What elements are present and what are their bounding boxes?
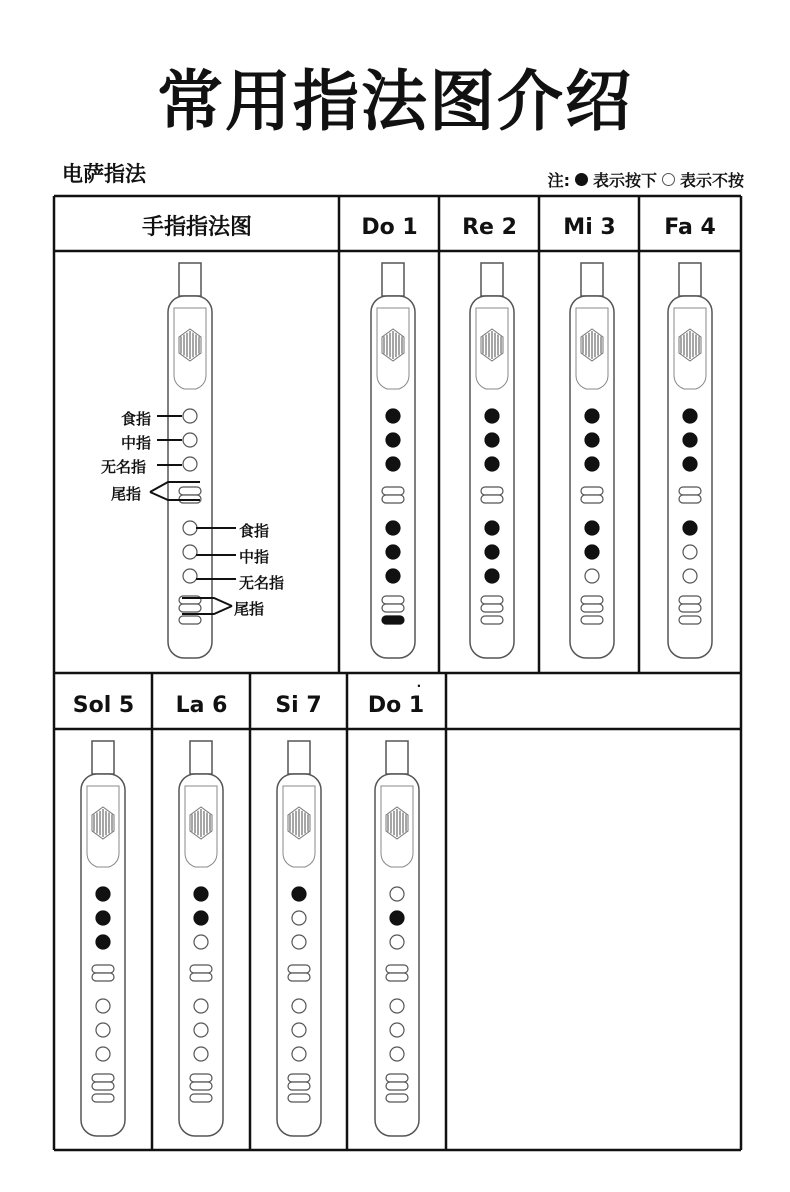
hole-open: [194, 999, 208, 1013]
pinky-key: [382, 487, 404, 495]
hole-closed: [96, 911, 110, 925]
legend-open-text: 表示不按: [679, 171, 744, 190]
mouthpiece: [92, 741, 114, 774]
pinky-key: [179, 487, 201, 495]
hole-open: [96, 1047, 110, 1061]
pinky-key: [581, 487, 603, 495]
hole-closed: [485, 409, 499, 423]
pinky-key-lower: [288, 1082, 310, 1090]
bottom-key: [288, 1094, 310, 1102]
pinky-key-lower: [386, 973, 408, 981]
hole-open: [183, 521, 197, 535]
instrument-3: [570, 263, 614, 658]
anno-lower-pinky: 尾指: [234, 600, 265, 618]
hole-closed: [485, 433, 499, 447]
pinky-key: [190, 965, 212, 973]
pinky-key-lower: [190, 973, 212, 981]
note-label-si: Si 7: [275, 693, 322, 718]
hole-open: [96, 999, 110, 1013]
guide-header: 手指指法图: [141, 215, 252, 240]
hole-closed: [585, 521, 599, 535]
pinky-key: [679, 487, 701, 495]
hole-open: [194, 935, 208, 949]
pinky-key: [679, 596, 701, 604]
pinky-key: [581, 596, 603, 604]
instrument-1: [371, 263, 415, 658]
hole-closed: [585, 545, 599, 559]
page-title: 常用指法图介绍: [157, 63, 633, 140]
note-label-re: Re 2: [462, 215, 517, 240]
instrument-8: [375, 741, 419, 1136]
section-subtitle: 电萨指法: [62, 162, 146, 186]
pinky-key-lower: [679, 604, 701, 612]
hole-closed: [585, 433, 599, 447]
hole-closed: [485, 521, 499, 535]
hole-closed: [683, 521, 697, 535]
pinky-key-lower: [679, 495, 701, 503]
hole-closed: [292, 887, 306, 901]
hole-closed: [194, 887, 208, 901]
hole-closed: [485, 457, 499, 471]
pinky-key-lower: [386, 1082, 408, 1090]
hole-open: [96, 1023, 110, 1037]
hole-closed: [683, 409, 697, 423]
hole-closed: [96, 935, 110, 949]
instrument-7: [277, 741, 321, 1136]
hole-open: [292, 911, 306, 925]
hole-closed: [585, 457, 599, 471]
hole-open: [194, 1047, 208, 1061]
hole-closed: [485, 545, 499, 559]
bottom-key: [92, 1094, 114, 1102]
note-label-fa: Fa 4: [664, 215, 716, 240]
hole-open: [683, 569, 697, 583]
legend-prefix: 注:: [547, 171, 570, 190]
hole-open: [183, 569, 197, 583]
hole-closed: [683, 433, 697, 447]
hole-closed: [386, 409, 400, 423]
note-label-sol: Sol 5: [72, 693, 135, 718]
note-label-mi: Mi 3: [563, 215, 616, 240]
pinky-key-lower: [581, 495, 603, 503]
pinky-key: [92, 965, 114, 973]
hole-closed: [585, 409, 599, 423]
pinky-key: [92, 1074, 114, 1082]
pinky-key-lower: [288, 973, 310, 981]
hole-open: [183, 545, 197, 559]
instrument-5: [81, 741, 125, 1136]
hole-closed: [386, 457, 400, 471]
hole-open: [292, 1023, 306, 1037]
anno-upper-pinky: 尾指: [111, 485, 142, 503]
pinky-key-lower: [481, 495, 503, 503]
pinky-key-lower: [382, 604, 404, 612]
mouthpiece: [288, 741, 310, 774]
hole-closed: [485, 569, 499, 583]
note-label-high-do: [347, 678, 445, 733]
bottom-key: [190, 1094, 212, 1102]
hole-open: [183, 457, 197, 471]
hole-open: [292, 999, 306, 1013]
hole-open: [390, 935, 404, 949]
pinky-key: [190, 1074, 212, 1082]
pinky-key-lower: [179, 604, 201, 612]
hole-closed: [386, 521, 400, 535]
hole-open: [390, 887, 404, 901]
mouthpiece: [190, 741, 212, 774]
high-do-label: Do 1 ·: [367, 679, 425, 718]
pinky-key-lower: [92, 1082, 114, 1090]
bottom-key-pressed: [382, 616, 404, 624]
instrument-2: [470, 263, 514, 658]
anno-upper-middle: 中指: [121, 434, 152, 452]
hole-open: [183, 409, 197, 423]
mouthpiece: [179, 263, 201, 296]
instrument-4: [668, 263, 712, 658]
anno-lower-middle: 中指: [239, 548, 270, 566]
mouthpiece: [679, 263, 701, 296]
pinky-key-lower: [382, 495, 404, 503]
hole-closed: [96, 887, 110, 901]
bottom-key: [581, 616, 603, 624]
pinky-key: [288, 1074, 310, 1082]
hole-open: [390, 1047, 404, 1061]
pinky-key: [288, 965, 310, 973]
hole-open: [390, 1023, 404, 1037]
hole-open: [194, 1023, 208, 1037]
bottom-key: [679, 616, 701, 624]
high-octave-dot: ·: [416, 679, 422, 693]
instrument-6: [179, 741, 223, 1136]
pinky-key: [481, 487, 503, 495]
pinky-key-lower: [190, 1082, 212, 1090]
mouthpiece: [481, 263, 503, 296]
hole-open: [585, 569, 599, 583]
mouthpiece: [382, 263, 404, 296]
pinky-key: [382, 596, 404, 604]
note-label-do: Do 1: [361, 215, 418, 240]
bottom-key: [481, 616, 503, 624]
hole-open: [292, 1047, 306, 1061]
legend-filled-text: 表示按下: [592, 171, 657, 190]
anno-upper-ring: 无名指: [101, 458, 147, 476]
hole-closed: [683, 457, 697, 471]
hole-closed: [386, 433, 400, 447]
anno-upper-index: 食指: [121, 410, 152, 428]
hole-open: [390, 999, 404, 1013]
bottom-key: [386, 1094, 408, 1102]
bottom-key: [179, 616, 201, 624]
mouthpiece: [581, 263, 603, 296]
hole-closed: [386, 545, 400, 559]
hole-open: [183, 433, 197, 447]
pinky-key: [386, 965, 408, 973]
pinky-key-lower: [581, 604, 603, 612]
pinky-key: [481, 596, 503, 604]
hole-open: [292, 935, 306, 949]
hole-closed: [194, 911, 208, 925]
hole-open: [683, 545, 697, 559]
pinky-key: [386, 1074, 408, 1082]
anno-lower-index: 食指: [239, 522, 270, 540]
pinky-key-lower: [481, 604, 503, 612]
note-label-la: La 6: [175, 693, 228, 718]
anno-lower-ring: 无名指: [239, 574, 285, 592]
pinky-key-lower: [92, 973, 114, 981]
hole-closed: [390, 911, 404, 925]
hole-closed: [386, 569, 400, 583]
mouthpiece: [386, 741, 408, 774]
